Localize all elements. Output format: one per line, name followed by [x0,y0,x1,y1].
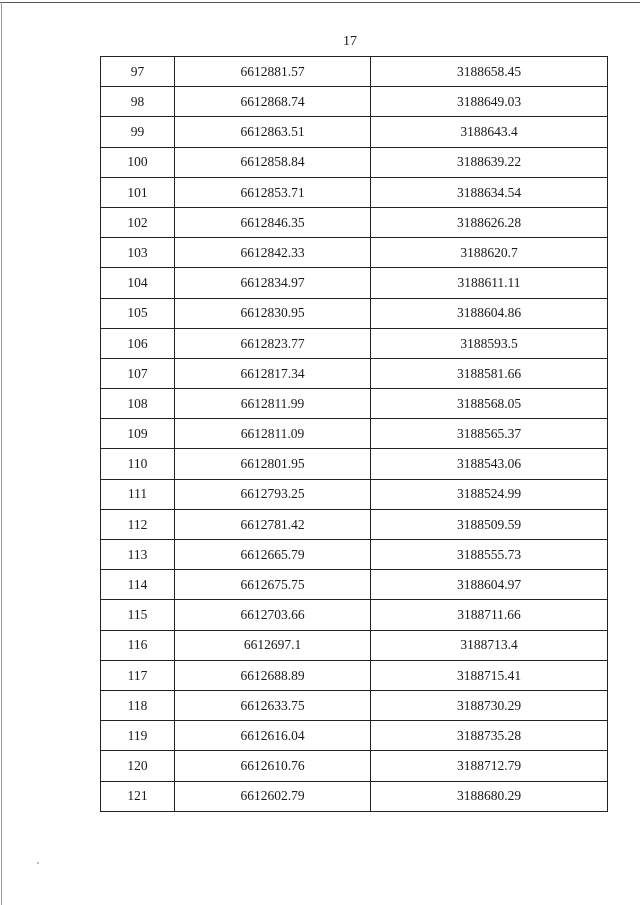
y-coordinate-cell: 3188680.29 [371,781,608,811]
table-row [101,117,608,147]
y-coordinate-cell: 3188713.4 [371,630,608,660]
x-coordinate-cell: 6612633.75 [175,690,371,720]
point-number-cell: 112 [101,509,175,539]
coordinate-table [100,56,608,812]
table-row [101,600,608,630]
y-coordinate-cell: 3188626.28 [371,207,608,237]
y-coordinate-cell: 3188711.66 [371,600,608,630]
table-row [101,660,608,690]
page-top-border [0,2,640,3]
coordinate-table-body [101,57,608,812]
y-coordinate-cell: 3188604.97 [371,570,608,600]
point-number-cell: 98 [101,87,175,117]
point-number-cell: 107 [101,358,175,388]
table-row [101,358,608,388]
table-row [101,449,608,479]
x-coordinate-cell: 6612602.79 [175,781,371,811]
table-row [101,509,608,539]
x-coordinate-cell: 6612793.25 [175,479,371,509]
x-coordinate-cell: 6612811.99 [175,389,371,419]
point-number-cell: 111 [101,479,175,509]
y-coordinate-cell: 3188639.22 [371,147,608,177]
point-number-cell: 99 [101,117,175,147]
y-coordinate-cell: 3188509.59 [371,509,608,539]
table-row [101,268,608,298]
y-coordinate-cell: 3188611.11 [371,268,608,298]
y-coordinate-cell: 3188524.99 [371,479,608,509]
y-coordinate-cell: 3188735.28 [371,721,608,751]
x-coordinate-cell: 6612868.74 [175,87,371,117]
point-number-cell: 104 [101,268,175,298]
point-number-cell: 120 [101,751,175,781]
point-number-cell: 119 [101,721,175,751]
x-coordinate-cell: 6612823.77 [175,328,371,358]
table-row [101,147,608,177]
x-coordinate-cell: 6612811.09 [175,419,371,449]
page-number: 17 [343,34,357,49]
point-number-cell: 97 [101,57,175,87]
x-coordinate-cell: 6612688.89 [175,660,371,690]
x-coordinate-cell: 6612610.76 [175,751,371,781]
table-row [101,419,608,449]
x-coordinate-cell: 6612834.97 [175,268,371,298]
table-row [101,389,608,419]
x-coordinate-cell: 6612842.33 [175,238,371,268]
table-row [101,238,608,268]
point-number-cell: 117 [101,660,175,690]
y-coordinate-cell: 3188555.73 [371,540,608,570]
point-number-cell: 106 [101,328,175,358]
table-row [101,57,608,87]
y-coordinate-cell: 3188715.41 [371,660,608,690]
x-coordinate-cell: 6612846.35 [175,207,371,237]
y-coordinate-cell: 3188649.03 [371,87,608,117]
y-coordinate-cell: 3188604.86 [371,298,608,328]
table-row [101,328,608,358]
y-coordinate-cell: 3188581.66 [371,358,608,388]
x-coordinate-cell: 6612863.51 [175,117,371,147]
table-row [101,298,608,328]
y-coordinate-cell: 3188712.79 [371,751,608,781]
point-number-cell: 115 [101,600,175,630]
point-number-cell: 121 [101,781,175,811]
x-coordinate-cell: 6612881.57 [175,57,371,87]
y-coordinate-cell: 3188593.5 [371,328,608,358]
table-row [101,540,608,570]
page-left-border [1,2,2,905]
x-coordinate-cell: 6612665.79 [175,540,371,570]
y-coordinate-cell: 3188568.05 [371,389,608,419]
point-number-cell: 114 [101,570,175,600]
x-coordinate-cell: 6612853.71 [175,177,371,207]
table-row [101,751,608,781]
y-coordinate-cell: 3188730.29 [371,690,608,720]
x-coordinate-cell: 6612830.95 [175,298,371,328]
x-coordinate-cell: 6612817.34 [175,358,371,388]
point-number-cell: 110 [101,449,175,479]
scan-speck [37,862,39,864]
x-coordinate-cell: 6612675.75 [175,570,371,600]
table-row [101,781,608,811]
point-number-cell: 113 [101,540,175,570]
point-number-cell: 109 [101,419,175,449]
point-number-cell: 102 [101,207,175,237]
x-coordinate-cell: 6612858.84 [175,147,371,177]
point-number-cell: 101 [101,177,175,207]
table-row [101,690,608,720]
table-row [101,207,608,237]
y-coordinate-cell: 3188620.7 [371,238,608,268]
table-row [101,177,608,207]
point-number-cell: 108 [101,389,175,419]
point-number-cell: 118 [101,690,175,720]
x-coordinate-cell: 6612703.66 [175,600,371,630]
y-coordinate-cell: 3188543.06 [371,449,608,479]
point-number-cell: 105 [101,298,175,328]
point-number-cell: 103 [101,238,175,268]
x-coordinate-cell: 6612801.95 [175,449,371,479]
point-number-cell: 116 [101,630,175,660]
table-row [101,87,608,117]
table-row [101,721,608,751]
y-coordinate-cell: 3188658.45 [371,57,608,87]
x-coordinate-cell: 6612616.04 [175,721,371,751]
y-coordinate-cell: 3188643.4 [371,117,608,147]
table-row [101,570,608,600]
x-coordinate-cell: 6612781.42 [175,509,371,539]
point-number-cell: 100 [101,147,175,177]
y-coordinate-cell: 3188634.54 [371,177,608,207]
y-coordinate-cell: 3188565.37 [371,419,608,449]
table-row [101,479,608,509]
x-coordinate-cell: 6612697.1 [175,630,371,660]
table-row [101,630,608,660]
